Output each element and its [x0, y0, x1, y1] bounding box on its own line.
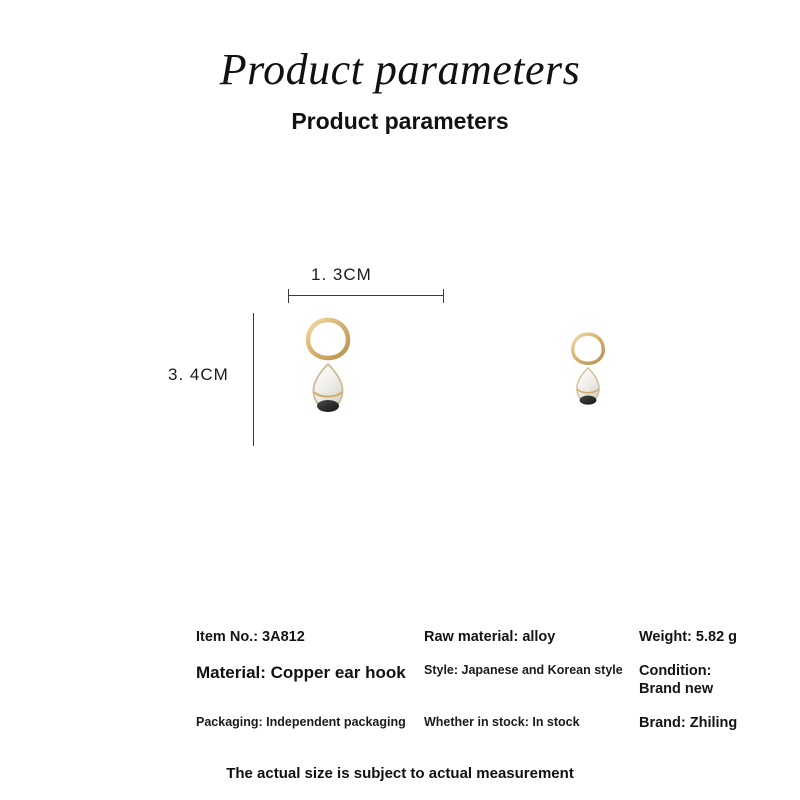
product-diagram [0, 255, 800, 555]
spec-condition: Condition: Brand new [639, 663, 714, 698]
dimension-height-rule [253, 313, 254, 446]
table-row [196, 662, 766, 698]
page-title-sub: Product parameters [291, 108, 509, 134]
spec-material: Material: Copper ear hook [196, 663, 406, 683]
spec-stock: Whether in stock: In stock [424, 715, 580, 730]
spec-raw-material: Raw material: alloy [424, 629, 556, 645]
dimension-width-label: 1. 3CM [311, 265, 372, 284]
product-image-small [557, 328, 619, 425]
table-row [196, 628, 766, 646]
page-title-script: Product parameters [219, 45, 581, 94]
dimension-width-rule [288, 295, 444, 296]
product-image-large [288, 312, 368, 437]
spec-style: Style: Japanese and Korean style [424, 663, 623, 678]
spec-item-no: Item No.: 3A812 [196, 629, 305, 645]
spec-packaging: Packaging: Independent packaging [196, 715, 406, 730]
table-row [196, 714, 766, 732]
spec-weight: Weight: 5.82 g [639, 629, 738, 645]
spec-brand: Brand: Zhiling [639, 715, 738, 732]
measurement-footnote: The actual size is subject to actual measurement [226, 765, 574, 782]
dimension-height-label: 3. 4CM [168, 365, 229, 384]
spec-table [196, 628, 766, 749]
